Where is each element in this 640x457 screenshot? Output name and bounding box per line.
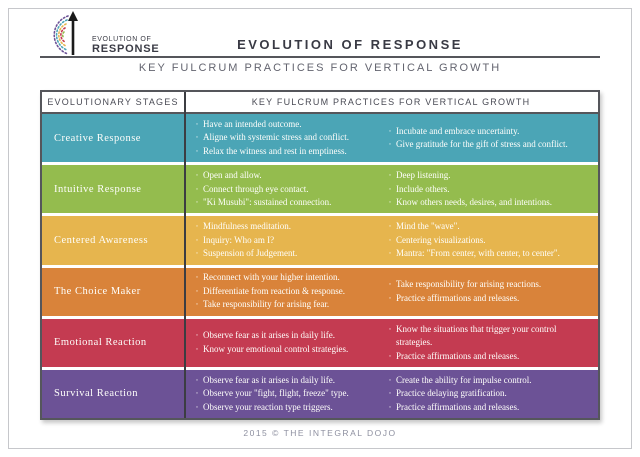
bullet-icon: · <box>388 350 392 361</box>
bullet-icon: · <box>195 248 199 259</box>
practice-text: Practice affirmations and releases. <box>396 401 520 412</box>
practice-item <box>191 247 373 261</box>
stage-label: Centered Awareness <box>54 234 149 246</box>
bullet-icon: · <box>195 343 199 354</box>
practice-text: Connect through eye contact. <box>203 183 309 194</box>
table-row <box>42 216 598 264</box>
practice-item <box>384 138 594 152</box>
practice-item <box>191 145 373 159</box>
bullet-icon: · <box>388 374 392 385</box>
bullet-icon: · <box>195 374 199 385</box>
practice-text: Observe your "fight, flight, freeze" type. <box>203 388 349 399</box>
practice-item <box>384 169 594 183</box>
bullet-icon: · <box>388 279 392 290</box>
bullet-icon: · <box>388 170 392 180</box>
practice-item <box>384 387 594 401</box>
practice-item <box>191 196 373 210</box>
practice-text: Know others needs, desires, and intentions. <box>396 197 552 207</box>
practice-text: Include others. <box>396 183 450 194</box>
practice-text: Open and allow. <box>203 170 262 180</box>
practice-item <box>384 278 594 292</box>
practice-item <box>191 234 373 248</box>
practices-column-header: KEY FULCRUM PRACTICES FOR VERTICAL GROWTH <box>251 97 531 107</box>
practice-item <box>384 220 594 234</box>
practice-item <box>384 292 594 306</box>
bullet-icon: · <box>388 139 392 150</box>
practice-text: Practice delaying gratification. <box>396 388 507 399</box>
practice-text: Relax the witness and rest in emptiness. <box>203 145 347 156</box>
practices-cell <box>184 216 598 264</box>
bullet-icon: · <box>195 145 199 156</box>
practice-item <box>384 183 594 197</box>
practices-cell <box>184 114 598 162</box>
practice-list <box>377 114 598 162</box>
practice-text: Incubate and embrace uncertainty. <box>396 125 520 136</box>
practice-text: Suspension of Judgement. <box>203 248 298 259</box>
logo-text-line1: EVOLUTION OF <box>92 36 152 43</box>
bullet-icon: · <box>195 118 199 129</box>
table-body <box>42 114 598 418</box>
bullet-icon: · <box>388 197 392 207</box>
practice-item <box>191 220 373 234</box>
bullet-icon: · <box>195 197 199 207</box>
bullet-icon: · <box>388 292 392 303</box>
stage-label: Survival Reaction <box>54 388 139 400</box>
logo-arcs-icon <box>54 16 68 54</box>
table-header-row <box>42 92 598 114</box>
bullet-icon: · <box>388 388 392 399</box>
bullet-icon: · <box>388 248 392 259</box>
practice-text: Differentiate from reaction & response. <box>203 285 346 296</box>
practice-item <box>384 350 594 364</box>
practice-item <box>384 323 594 350</box>
logo-text-line2: RESPONSE <box>92 43 160 55</box>
bullet-icon: · <box>388 221 392 232</box>
bullet-icon: · <box>388 234 392 245</box>
bullet-icon: · <box>388 401 392 412</box>
bullet-icon: · <box>388 125 392 136</box>
practice-text: Observe fear as it arises in daily life. <box>203 330 335 341</box>
practice-text: Reconnect with your higher intention. <box>203 272 340 283</box>
practice-list <box>184 216 377 264</box>
bullet-icon: · <box>195 221 199 232</box>
practice-item <box>384 234 594 248</box>
practice-item <box>191 131 373 145</box>
bullet-icon: · <box>195 183 199 194</box>
bullet-icon: · <box>195 170 199 180</box>
page-subtitle: KEY FULCRUM PRACTICES FOR VERTICAL GROWTH <box>138 62 502 74</box>
practice-item <box>191 329 373 343</box>
practice-text: Practice affirmations and releases. <box>396 292 520 303</box>
practices-cell <box>184 165 598 213</box>
practice-text: "Ki Musubi": sustained connection. <box>203 197 332 207</box>
bullet-icon: · <box>195 330 199 341</box>
bullet-icon: · <box>388 323 392 334</box>
practice-text: Practice affirmations and releases. <box>396 350 520 361</box>
practice-item <box>191 374 373 388</box>
logo-graphic <box>40 10 90 56</box>
practice-list <box>377 216 598 264</box>
practice-text: Mantra: "From center, with center, to center". <box>396 248 560 259</box>
practice-item <box>384 247 594 261</box>
practice-item <box>191 183 373 197</box>
practice-list <box>377 370 598 418</box>
practice-item <box>191 343 373 357</box>
practice-text: Know the situations that trigger your control strategies. <box>396 323 557 348</box>
practice-item <box>384 196 594 210</box>
practice-text: Aligne with systemic stress and conflict. <box>203 132 349 143</box>
bullet-icon: · <box>195 234 199 245</box>
practice-text: Inquiry: Who am I? <box>203 234 275 245</box>
practices-cell <box>184 319 598 367</box>
table-row <box>42 370 598 418</box>
practice-text: Know your emotional control strategies. <box>203 343 349 354</box>
practice-text: Give gratitude for the gift of stress and conflict. <box>396 139 568 150</box>
stage-label: The Choice Maker <box>54 286 141 298</box>
practice-list <box>377 268 598 316</box>
practice-list <box>184 370 377 418</box>
table-row <box>42 114 598 162</box>
practice-item <box>191 285 373 299</box>
practices-cell <box>184 268 598 316</box>
practice-item <box>384 374 594 388</box>
stage-label: Intuitive Response <box>54 183 142 195</box>
stages-column-header: EVOLUTIONARY STAGES <box>47 97 179 107</box>
practice-text: Take responsibility for arising reactions. <box>396 279 542 290</box>
copyright-text: 2015 © THE INTEGRAL DOJO <box>243 428 397 438</box>
title-divider <box>40 56 600 58</box>
practices-table <box>40 90 600 420</box>
table-row <box>42 268 598 316</box>
bullet-icon: · <box>388 183 392 194</box>
column-divider <box>184 92 186 418</box>
practice-text: Mind the "wave". <box>396 221 460 232</box>
table-row <box>42 319 598 367</box>
table-row <box>42 165 598 213</box>
practice-item <box>191 118 373 132</box>
bullet-icon: · <box>195 132 199 143</box>
practice-text: Centering visualizations. <box>396 234 486 245</box>
practice-text: Have an intended outcome. <box>203 118 302 129</box>
page-title: EVOLUTION OF RESPONSE <box>237 37 463 52</box>
practices-cell <box>184 370 598 418</box>
practice-list <box>184 165 377 213</box>
bullet-icon: · <box>195 299 199 310</box>
practice-list <box>184 268 377 316</box>
practice-list <box>377 165 598 213</box>
logo-arrow-icon <box>68 11 78 55</box>
practice-item <box>191 298 373 312</box>
practice-text: Take responsibility for arising fear. <box>203 299 330 310</box>
practice-item <box>191 401 373 415</box>
practice-item <box>191 387 373 401</box>
bullet-icon: · <box>195 388 199 399</box>
bullet-icon: · <box>195 401 199 412</box>
practice-item <box>191 169 373 183</box>
bullet-icon: · <box>195 285 199 296</box>
practice-item <box>384 401 594 415</box>
practice-text: Observe your reaction type triggers. <box>203 401 333 412</box>
practice-text: Deep listening. <box>396 170 451 180</box>
stage-label: Creative Response <box>54 132 141 144</box>
practice-text: Observe fear as it arises in daily life. <box>203 374 335 385</box>
practice-text: Mindfulness meditation. <box>203 221 291 232</box>
stage-label: Emotional Reaction <box>54 337 147 349</box>
practice-list <box>184 319 377 367</box>
practice-item <box>191 271 373 285</box>
practice-item <box>384 125 594 139</box>
bullet-icon: · <box>195 272 199 283</box>
practice-list <box>184 114 377 162</box>
practice-text: Create the ability for impulse control. <box>396 374 532 385</box>
practice-list <box>377 319 598 367</box>
